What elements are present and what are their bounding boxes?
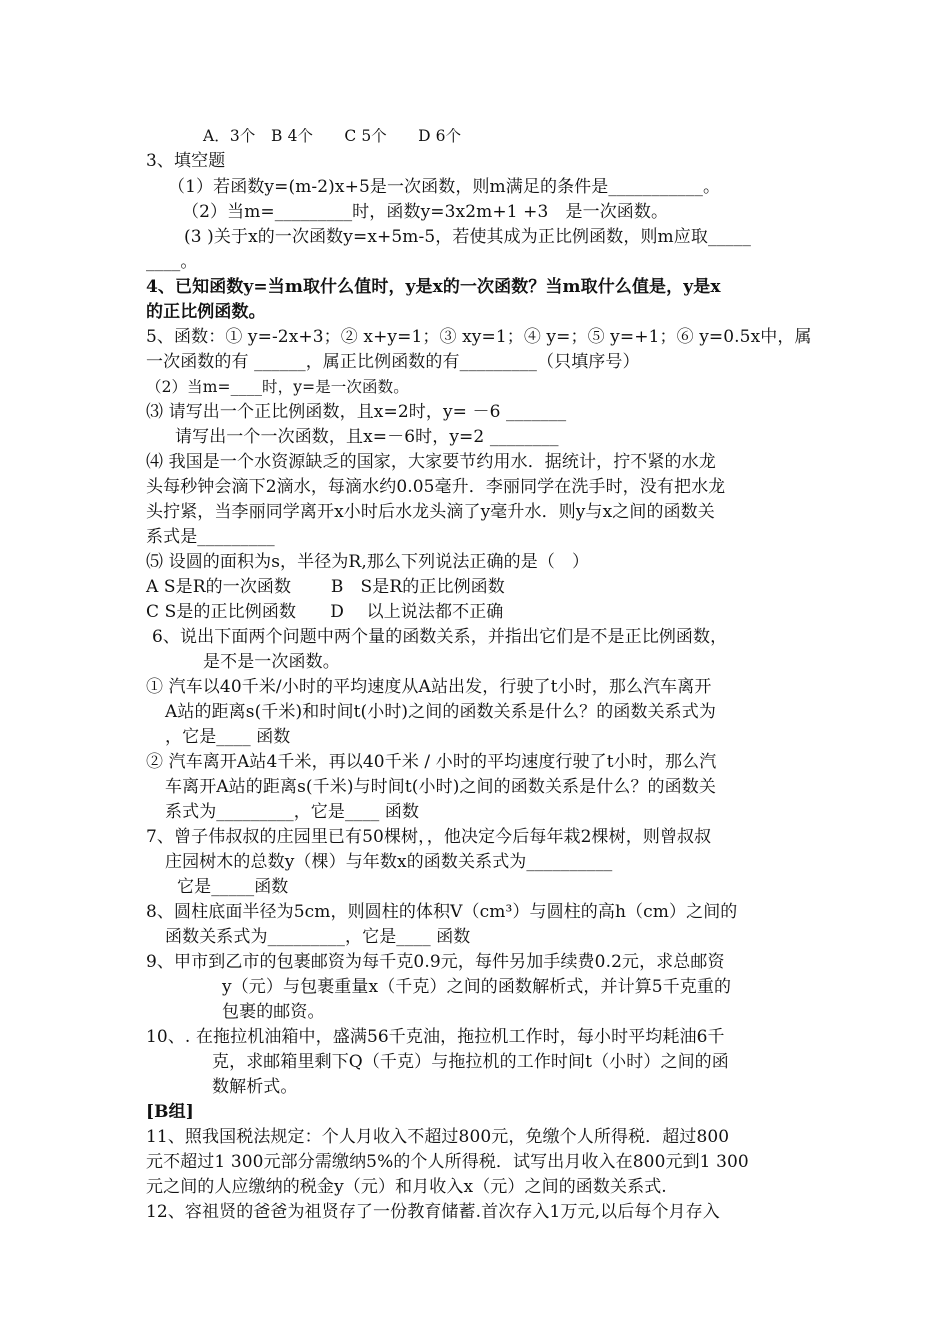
q4-line-2: 的正比例函数。 (146, 302, 266, 322)
q8-line-1: 8、圆柱底面半径为5cm，则圆柱的体积V（cm³）与圆柱的高h（cm）之间的 (146, 902, 738, 922)
q6-item-1-line-3: ，它是____ 函数 (165, 727, 291, 747)
q5-line-2: 一次函数的有 ______，属正比例函数的有_________（只填序号） (146, 352, 640, 372)
q11-line-2: 元不超过1 300元部分需缴纳5%的个人所得税．试写出月收入在800元到1 300 (146, 1152, 749, 1172)
q5-item-4-line-1: ⑷ 我国是一个水资源缺乏的国家，大家要节约用水．据统计，拧不紧的水龙 (146, 452, 716, 472)
q7-line-3: 它是_____函数 (177, 877, 289, 897)
q3-item-1: （1）若函数y=(m-2)x+5是一次函数，则m满足的条件是___________。 (168, 177, 721, 197)
q3-item-3: (3 )关于x的一次函数y=x+5m-5，若使其成为正比例函数，则m应取_____ (184, 227, 751, 247)
q5-item-5-options-ab: A S是R的一次函数 B S是R的正比例函数 (146, 577, 505, 597)
q3-heading: 3、填空题 (146, 151, 226, 171)
q9-line-3: 包裹的邮资。 (222, 1002, 325, 1022)
q4-line-1: 4、已知函数y=当m取什么值时，y是x的一次函数？当m取什么值是，y是x (146, 277, 721, 297)
q5-item-5: ⑸ 设圆的面积为s，半径为R,那么下列说法正确的是（ ） (146, 552, 590, 572)
q5-item-4-line-4: 系式是_________ (146, 527, 275, 547)
q5-line-1: 5、函数：① y=-2x+3；② x+y=1；③ xy=1；④ y=；⑤ y=+1；⑥ y=0.5x中，属 (146, 327, 812, 347)
q6-item-2-line-1: ② 汽车离开A站4千米，再以40千米 / 小时的平均速度行驶了t小时，那么汽 (146, 752, 717, 772)
q6-line-1: 6、说出下面两个问题中两个量的函数关系，并指出它们是不是正比例函数， (152, 627, 728, 647)
q5-item-4-line-2: 头每秒钟会滴下2滴水，每滴水约0.05毫升．李丽同学在洗手时，没有把水龙 (146, 477, 726, 497)
q5-item-5-options-cd: C S是的正比例函数 D 以上说法都不正确 (146, 602, 504, 622)
q6-item-1-line-1: ① 汽车以40千米/小时的平均速度从A站出发，行驶了t小时，那么汽车离开 (146, 677, 712, 697)
q10-line-1: 10、. 在拖拉机油箱中，盛满56千克油，拖拉机工作时，每小时平均耗油6千 (146, 1027, 725, 1047)
q5-item-2: （2）当m=____时，y=是一次函数。 (146, 378, 409, 396)
q10-line-3: 数解析式。 (212, 1077, 298, 1097)
q5-item-3a: ⑶ 请写出一个正比例函数，且x=2时，y= －6 _______ (146, 402, 567, 422)
q7-line-1: 7、曾子伟叔叔的庄园里已有50棵树，，他决定今后每年栽2棵树，则曾叔叔 (146, 827, 712, 847)
q5-item-3b: 请写出一个一次函数，且x=－6时，y=2 ________ (175, 427, 559, 447)
q2-options: A．3个 B 4个 C 5个 D 6个 (203, 127, 462, 145)
q10-line-2: 克，求邮箱里剩下Q（千克）与拖拉机的工作时间t（小时）之间的函 (212, 1052, 729, 1072)
q3-item-3-cont: ____。 (146, 252, 198, 272)
q6-item-1-line-2: A站的距离s(千米)和时间t(小时)之间的函数关系是什么？的函数关系式为 (165, 702, 716, 722)
q3-item-2: （2）当m=_________时，函数y=3x2m+1 +3 是一次函数。 (182, 202, 669, 222)
q9-line-1: 9、甲市到乙市的包裹邮资为每千克0.9元，每件另加手续费0.2元，求总邮资 (146, 952, 725, 972)
q11-line-1: 11、照我国税法规定：个人月收入不超过800元，免缴个人所得税．超过800 (146, 1127, 730, 1147)
q6-item-2-line-3: 系式为_________，它是____ 函数 (165, 802, 420, 822)
q7-line-2: 庄园树木的总数y（棵）与年数x的函数关系式为__________ (165, 852, 613, 872)
q6-line-2: 是不是一次函数。 (203, 652, 340, 672)
q6-item-2-line-2: 车离开A站的距离s(千米)与时间t(小时)之间的函数关系是什么？的函数关 (165, 777, 716, 797)
q9-line-2: y（元）与包裹重量x（千克）之间的函数解析式，并计算5千克重的 (222, 977, 732, 997)
q5-item-4-line-3: 头拧紧，当李丽同学离开x小时后水龙头滴了y毫升水．则y与x之间的函数关 (146, 502, 715, 522)
q8-line-2: 函数关系式为_________，它是____ 函数 (165, 927, 471, 947)
group-b-heading: [B组] (146, 1102, 194, 1122)
q11-line-3: 元之间的人应缴纳的税金y（元）和月收入x（元）之间的函数关系式. (146, 1177, 667, 1197)
q12-line-1: 12、容祖贤的爸爸为祖贤存了一份教育储蓄.首次存入1万元,以后每个月存入 (146, 1202, 720, 1222)
